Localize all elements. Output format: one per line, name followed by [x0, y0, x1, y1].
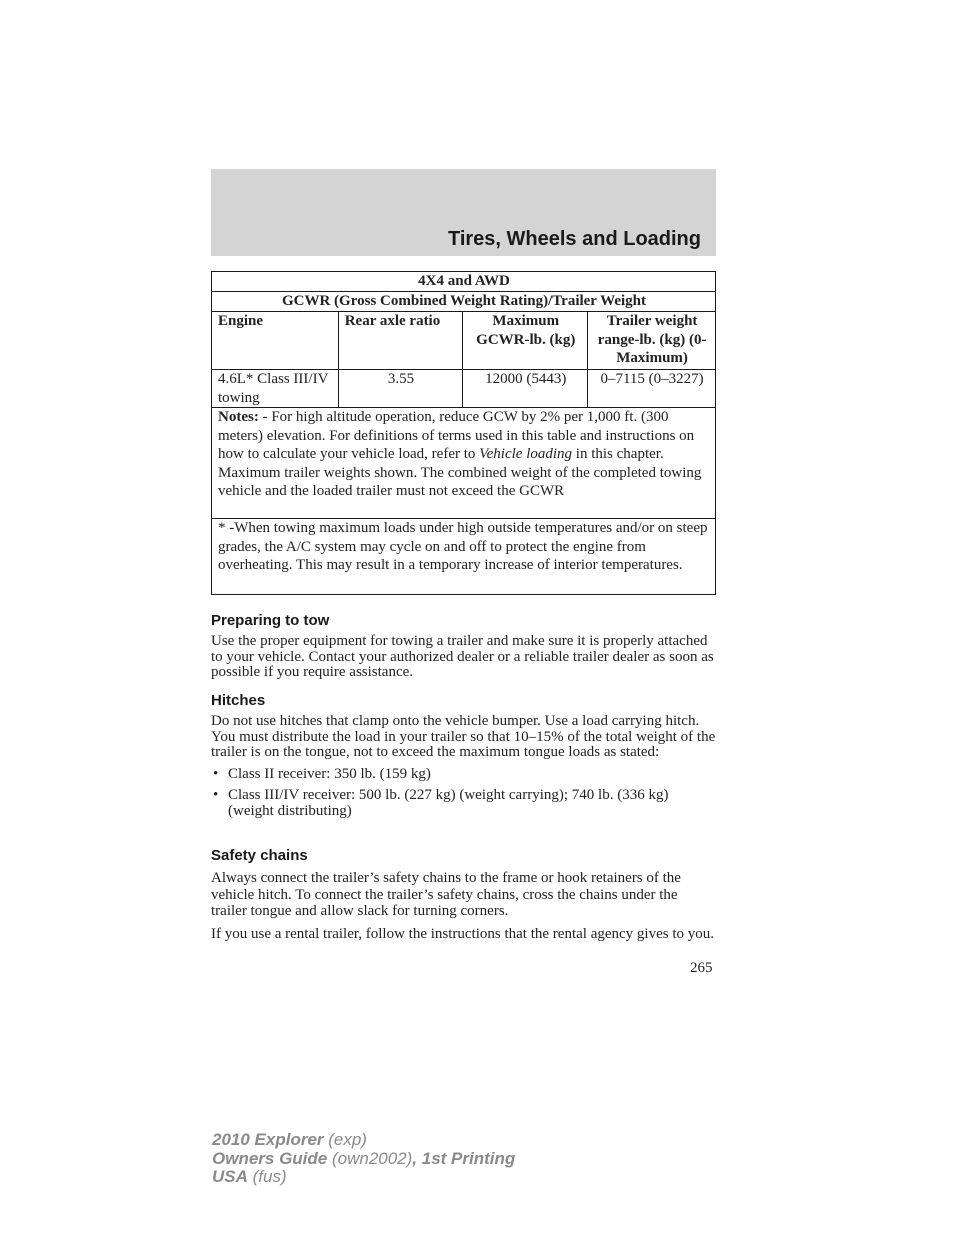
- section-hitches: [211, 692, 716, 819]
- column-header-max-gcwr: Maximum GCWR-lb. (kg): [463, 312, 588, 370]
- list-item-text: Class II receiver: 350 lb. (159 kg): [228, 765, 431, 782]
- footer-guide-code: (own2002): [327, 1148, 413, 1168]
- footer-guide: Owners Guide: [212, 1148, 328, 1168]
- paragraph-preparing: Use the proper equipment for towing a trailer and make sure it is properly attached to your vehicle. Contact your authorized dealer or a reliable trailer dealer as soon as possible if you require assistance.: [211, 633, 714, 680]
- footer-model: 2010 Explorer: [212, 1130, 324, 1149]
- table-subtitle: GCWR (Gross Combined Weight Rating)/Trailer Weight: [212, 292, 716, 312]
- heading-preparing-to-tow: Preparing to tow: [211, 612, 330, 629]
- document-footer: [212, 1131, 515, 1187]
- table-row: [212, 370, 716, 408]
- cell-trailer-range: 0–7115 (0–3227): [588, 370, 716, 408]
- list-item: [211, 787, 716, 819]
- section-safety-chains: [211, 847, 716, 942]
- cell-engine: 4.6L* Class III/IV towing: [212, 370, 339, 408]
- bullet-icon: •: [213, 765, 219, 782]
- page-title: Tires, Wheels and Loading: [447, 228, 701, 250]
- paragraph-chains-1: Always connect the trailer’s safety chains to the frame or hook retainers of the vehicle hitch. To connect the trailer’s safety chains, cross the chains under the trailer tongue and allow slack for turning corners.: [211, 870, 681, 919]
- notes-link-vehicle-loading: Vehicle loading: [479, 446, 573, 462]
- hitch-receiver-list: [211, 766, 716, 819]
- page-number: 265: [690, 960, 713, 976]
- section-preparing-to-tow: [211, 612, 716, 681]
- column-header-engine: Engine: [212, 312, 339, 370]
- cell-max-gcwr: 12000 (5443): [463, 370, 588, 408]
- footer-model-code: (exp): [323, 1130, 367, 1149]
- footer-market: USA: [212, 1167, 248, 1186]
- footer-printing: , 1st Printing: [412, 1148, 516, 1168]
- column-header-trailer-range: Trailer weight range-lb. (kg) (0-Maximum): [588, 312, 716, 370]
- table-notes: [212, 408, 716, 519]
- heading-safety-chains: Safety chains: [211, 847, 308, 864]
- table-footnote: * -When towing maximum loads under high outside temperatures and/or on steep grades, the A/C system may cycle on and off to protect the engine from overheating. This may result in a temporary increase of interior temperatures.: [212, 519, 716, 595]
- notes-text-a: - For high altitude operation, reduce GCW by 2% per 1,000 ft. (300 meters) elevation. For definitions of terms used in this table and instructions on how to calculate your vehicle load, refer to: [218, 409, 695, 462]
- heading-hitches: Hitches: [211, 692, 266, 709]
- paragraph-chains-2: If you use a rental trailer, follow the instructions that the rental agency gives to you.: [211, 925, 714, 942]
- list-item-text: Class III/IV receiver: 500 lb. (227 kg) (weight carrying); 740 lb. (336 kg) (weight distributing): [228, 786, 669, 819]
- cell-axle-ratio: 3.55: [338, 370, 463, 408]
- paragraph-hitches: Do not use hitches that clamp onto the vehicle bumper. Use a load carrying hitch. You must distribute the load in your trailer so that 10–15% of the total weight of the trailer is on the tongue, not to exceed the maximum tongue loads as stated:: [211, 713, 716, 760]
- bullet-icon: •: [213, 786, 219, 803]
- column-header-axle-ratio: Rear axle ratio: [338, 312, 463, 370]
- list-item: [211, 766, 716, 782]
- footer-market-code: (fus): [247, 1167, 287, 1186]
- notes-text-b: in this chapter. Maximum trailer weights shown. The combined weight of the completed towing vehicle and the loaded trailer must not exceed the GCWR: [218, 446, 702, 499]
- section-header-band: [211, 169, 716, 256]
- towing-spec-table: [211, 271, 716, 595]
- notes-label: Notes:: [218, 409, 259, 425]
- table-title: 4X4 and AWD: [212, 272, 716, 292]
